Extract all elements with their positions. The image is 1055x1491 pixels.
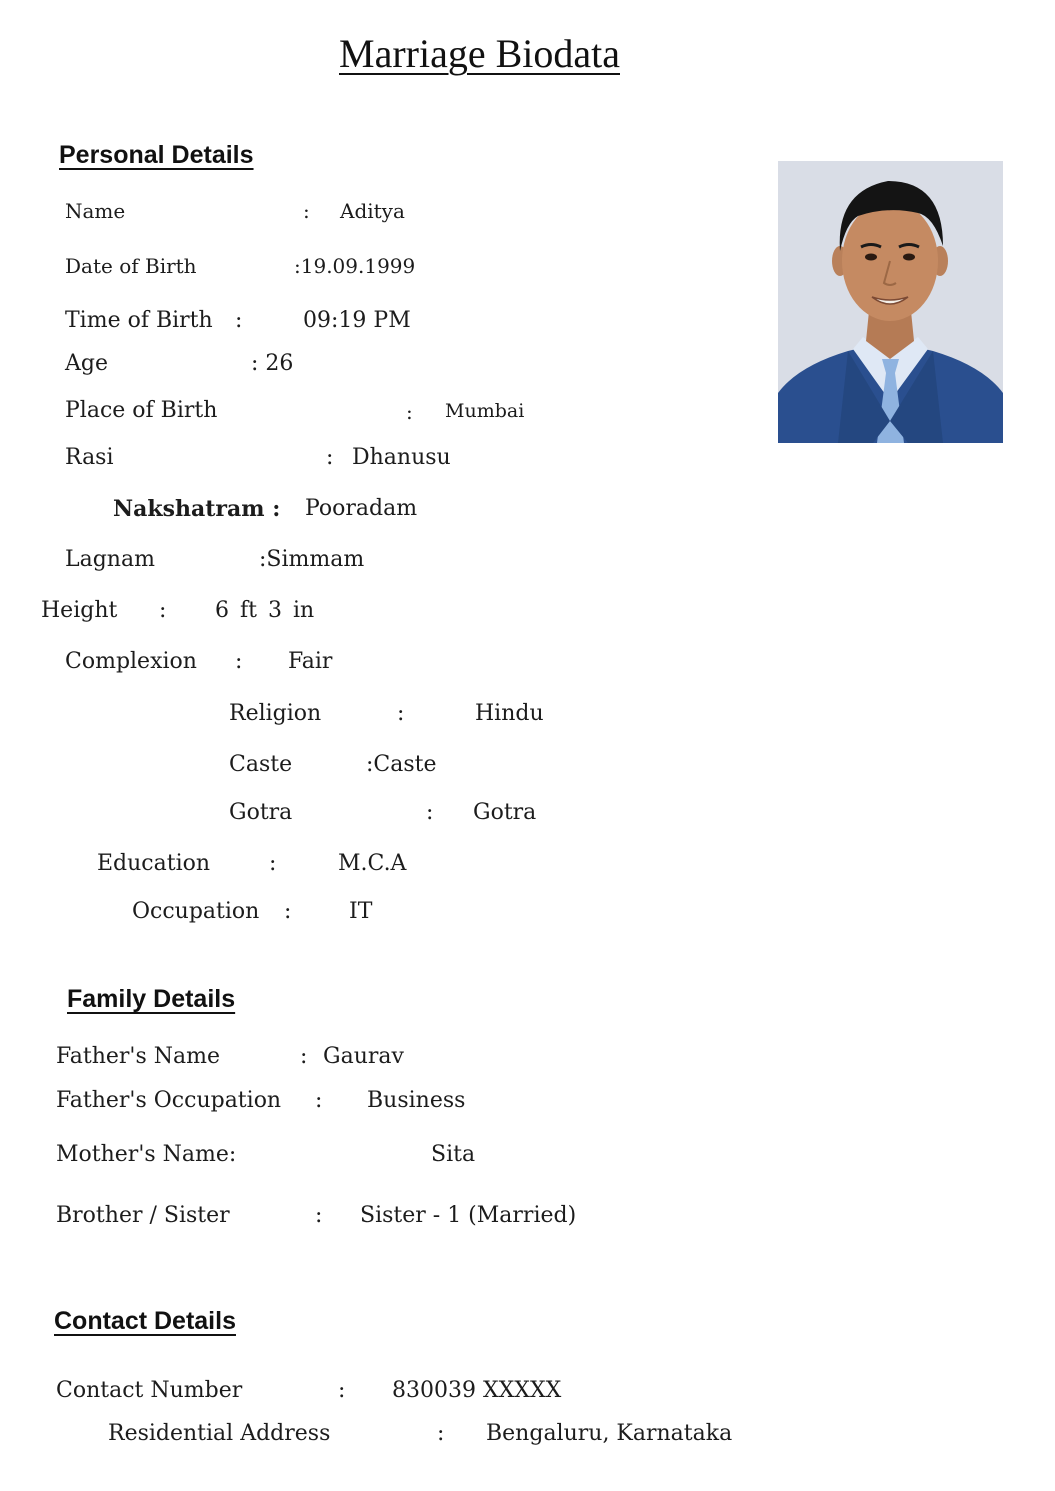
portrait-illustration	[778, 161, 1003, 443]
age-value: : 26	[251, 351, 294, 376]
gotra-separator: :	[426, 800, 434, 825]
pob-label: Place of Birth	[65, 398, 218, 423]
nakshatram-label: Nakshatram :	[113, 496, 281, 522]
father-name-value: Gaurav	[323, 1044, 404, 1069]
dob-value: :19.09.1999	[294, 254, 416, 278]
dob-label: Date of Birth	[65, 254, 197, 278]
name-value: Aditya	[340, 199, 405, 223]
section-heading-personal: Personal Details	[59, 141, 254, 169]
page-title: Marriage Biodata	[339, 31, 620, 76]
tob-label: Time of Birth	[65, 308, 213, 333]
complexion-separator: :	[235, 649, 243, 674]
father-occupation-value: Business	[367, 1088, 466, 1113]
contact-number-label: Contact Number	[56, 1378, 243, 1403]
religion-label: Religion	[229, 701, 322, 726]
mother-name-label: Mother's Name:	[56, 1142, 237, 1167]
height-label: Height	[41, 598, 118, 623]
address-label: Residential Address	[108, 1421, 331, 1446]
portrait-photo	[778, 161, 1003, 443]
tob-value: 09:19 PM	[303, 308, 411, 333]
contact-number-value: 830039 XXXXX	[392, 1378, 562, 1403]
education-value: M.C.A	[338, 851, 407, 876]
rasi-label: Rasi	[65, 445, 114, 470]
caste-value: :Caste	[366, 752, 437, 777]
height-value: 6 ft 3 in	[215, 598, 315, 623]
pob-value: Mumbai	[445, 400, 525, 422]
gotra-value: Gotra	[473, 800, 537, 825]
education-label: Education	[97, 851, 211, 876]
pob-separator: :	[406, 400, 413, 424]
gotra-label: Gotra	[229, 800, 293, 825]
section-heading-family: Family Details	[67, 985, 236, 1013]
religion-value: Hindu	[475, 701, 544, 726]
name-label: Name	[65, 199, 126, 223]
siblings-label: Brother / Sister	[56, 1203, 230, 1228]
tob-separator: :	[235, 308, 243, 333]
education-separator: :	[269, 851, 277, 876]
father-name-label: Father's Name	[56, 1044, 221, 1069]
age-label: Age	[65, 351, 108, 376]
address-separator: :	[437, 1421, 445, 1446]
complexion-label: Complexion	[65, 649, 197, 674]
address-value: Bengaluru, Karnataka	[486, 1421, 733, 1446]
height-separator: :	[159, 598, 167, 623]
rasi-separator: :	[326, 445, 334, 470]
occupation-value: IT	[349, 899, 373, 924]
occupation-label: Occupation	[132, 899, 260, 924]
contact-number-separator: :	[338, 1378, 346, 1403]
religion-separator: :	[397, 701, 405, 726]
complexion-value: Fair	[288, 649, 333, 674]
caste-label: Caste	[229, 752, 293, 777]
nakshatram-value: Pooradam	[305, 496, 418, 521]
section-heading-contact: Contact Details	[54, 1307, 236, 1335]
occupation-separator: :	[284, 899, 292, 924]
lagnam-value: :Simmam	[259, 547, 365, 572]
siblings-value: Sister - 1 (Married)	[360, 1203, 577, 1228]
rasi-value: Dhanusu	[352, 445, 451, 470]
mother-name-value: Sita	[431, 1142, 476, 1167]
lagnam-label: Lagnam	[65, 547, 155, 572]
father-occupation-label: Father's Occupation	[56, 1088, 282, 1113]
father-name-separator: :	[300, 1044, 308, 1069]
siblings-separator: :	[315, 1203, 323, 1228]
name-separator: :	[303, 199, 310, 223]
father-occupation-separator: :	[315, 1088, 323, 1113]
